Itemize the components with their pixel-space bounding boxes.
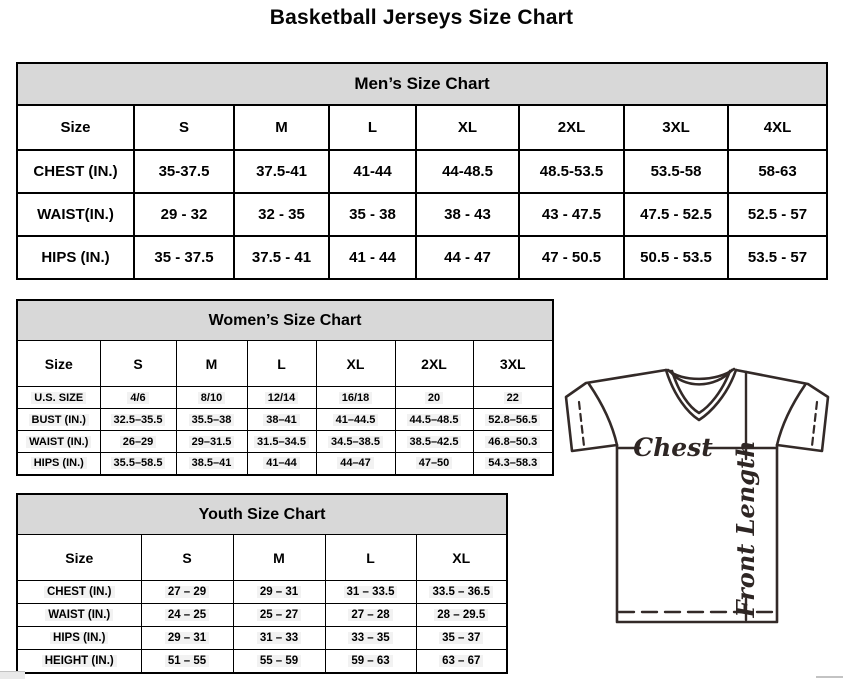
left-cuff-dashed-line: [579, 402, 584, 446]
column-header: L: [329, 105, 416, 150]
size-value-cell: 29 - 32: [134, 193, 234, 236]
size-value-cell: 24 – 25: [141, 604, 233, 627]
size-value-cell: 41–44: [247, 453, 316, 475]
table-row: [17, 581, 507, 604]
size-value-cell: 35 – 37: [416, 627, 507, 650]
table-row: [17, 193, 827, 236]
size-value-cell: 4/6: [100, 387, 176, 409]
scrollbar-fragment[interactable]: [816, 676, 843, 678]
size-value-cell: 35.5–58.5: [100, 453, 176, 475]
size-value-cell: 37.5-41: [234, 150, 329, 193]
table-row: [17, 387, 553, 409]
column-header: L: [247, 341, 316, 387]
table-row: [17, 150, 827, 193]
size-value-cell: 16/18: [316, 387, 395, 409]
column-header: XL: [416, 105, 519, 150]
size-value-cell: 31 – 33.5: [325, 581, 416, 604]
row-label: CHEST (IN.): [17, 150, 134, 193]
row-label: HIPS (IN.): [17, 627, 141, 650]
column-header: 3XL: [624, 105, 728, 150]
size-value-cell: 26–29: [100, 431, 176, 453]
front-length-label: Front Length: [731, 440, 760, 618]
size-value-cell: 25 – 27: [233, 604, 325, 627]
row-label: CHEST (IN.): [17, 581, 141, 604]
womens-table-body: [17, 387, 553, 475]
mens-title-row: [17, 63, 827, 105]
size-value-cell: 44-48.5: [416, 150, 519, 193]
table-row: [17, 431, 553, 453]
size-value-cell: 38 - 43: [416, 193, 519, 236]
row-label: HIPS (IN.): [17, 236, 134, 279]
column-header: 2XL: [519, 105, 624, 150]
size-value-cell: 35.5–38: [176, 409, 247, 431]
size-value-cell: 33.5 – 36.5: [416, 581, 507, 604]
row-label: HEIGHT (IN.): [17, 650, 141, 673]
womens-size-table: [16, 299, 554, 476]
size-value-cell: 41 - 44: [329, 236, 416, 279]
size-value-cell: 35 - 37.5: [134, 236, 234, 279]
size-value-cell: 32 - 35: [234, 193, 329, 236]
size-value-cell: 53.5-58: [624, 150, 728, 193]
size-value-cell: 12/14: [247, 387, 316, 409]
jersey-measurement-diagram: [556, 356, 843, 646]
size-value-cell: 27 – 29: [141, 581, 233, 604]
mens-table-body: [17, 150, 827, 279]
row-label: HIPS (IN.): [17, 453, 100, 475]
column-header: Size: [17, 341, 100, 387]
table-row: [17, 627, 507, 650]
column-header: S: [100, 341, 176, 387]
size-value-cell: 43 - 47.5: [519, 193, 624, 236]
size-value-cell: 41–44.5: [316, 409, 395, 431]
size-value-cell: 37.5 - 41: [234, 236, 329, 279]
size-value-cell: 31.5–34.5: [247, 431, 316, 453]
size-value-cell: 52.5 - 57: [728, 193, 827, 236]
column-header: M: [176, 341, 247, 387]
size-value-cell: 47–50: [395, 453, 473, 475]
column-header: L: [325, 535, 416, 581]
jersey-outline: [566, 370, 828, 622]
size-value-cell: 44.5–48.5: [395, 409, 473, 431]
size-value-cell: 63 – 67: [416, 650, 507, 673]
chest-label: Chest: [633, 433, 713, 462]
size-value-cell: 8/10: [176, 387, 247, 409]
horizontal-scrollbar-fragment[interactable]: [0, 671, 25, 679]
table-row: [17, 650, 507, 673]
womens-title-row: [17, 300, 553, 341]
column-header: 2XL: [395, 341, 473, 387]
table-row: [17, 236, 827, 279]
youth-header-row: [17, 535, 507, 581]
womens-table-title: Women’s Size Chart: [17, 300, 553, 341]
row-label: WAIST (IN.): [17, 604, 141, 627]
column-header: XL: [316, 341, 395, 387]
size-value-cell: 44–47: [316, 453, 395, 475]
column-header: M: [234, 105, 329, 150]
row-label: WAIST(IN.): [17, 193, 134, 236]
row-label: U.S. SIZE: [17, 387, 100, 409]
size-value-cell: 29 – 31: [141, 627, 233, 650]
size-value-cell: 29–31.5: [176, 431, 247, 453]
row-label: BUST (IN.): [17, 409, 100, 431]
youth-title-row: [17, 494, 507, 535]
table-row: [17, 453, 553, 475]
size-value-cell: 34.5–38.5: [316, 431, 395, 453]
size-value-cell: 35-37.5: [134, 150, 234, 193]
size-value-cell: 35 - 38: [329, 193, 416, 236]
size-value-cell: 38.5–42.5: [395, 431, 473, 453]
mens-header-row: [17, 105, 827, 150]
size-value-cell: 46.8–50.3: [473, 431, 553, 453]
size-value-cell: 58-63: [728, 150, 827, 193]
table-row: [17, 604, 507, 627]
mens-size-table: [16, 62, 828, 280]
size-value-cell: 47.5 - 52.5: [624, 193, 728, 236]
column-header: Size: [17, 105, 134, 150]
size-value-cell: 20: [395, 387, 473, 409]
size-value-cell: 54.3–58.3: [473, 453, 553, 475]
size-value-cell: 48.5-53.5: [519, 150, 624, 193]
size-value-cell: 32.5–35.5: [100, 409, 176, 431]
size-value-cell: 31 – 33: [233, 627, 325, 650]
column-header: S: [134, 105, 234, 150]
size-value-cell: 41-44: [329, 150, 416, 193]
page-title: Basketball Jerseys Size Chart: [269, 6, 574, 29]
column-header: S: [141, 535, 233, 581]
mens-table-title: Men’s Size Chart: [17, 63, 827, 105]
size-value-cell: 38.5–41: [176, 453, 247, 475]
size-value-cell: 52.8–56.5: [473, 409, 553, 431]
size-value-cell: 59 – 63: [325, 650, 416, 673]
column-header: XL: [416, 535, 507, 581]
size-value-cell: 33 – 35: [325, 627, 416, 650]
youth-table-body: [17, 581, 507, 673]
womens-header-row: [17, 341, 553, 387]
column-header: M: [233, 535, 325, 581]
size-value-cell: 51 – 55: [141, 650, 233, 673]
column-header: 3XL: [473, 341, 553, 387]
left-armhole-seam: [589, 384, 617, 445]
table-row: [17, 409, 553, 431]
jersey-diagram-svg: [556, 356, 843, 646]
youth-size-table: [16, 493, 508, 674]
row-label: WAIST (IN.): [17, 431, 100, 453]
right-armhole-seam: [777, 385, 805, 445]
size-value-cell: 44 - 47: [416, 236, 519, 279]
size-value-cell: 22: [473, 387, 553, 409]
size-value-cell: 47 - 50.5: [519, 236, 624, 279]
youth-table-title: Youth Size Chart: [17, 494, 507, 535]
size-value-cell: 50.5 - 53.5: [624, 236, 728, 279]
size-value-cell: 29 – 31: [233, 581, 325, 604]
column-header: 4XL: [728, 105, 827, 150]
column-header: Size: [17, 535, 141, 581]
size-value-cell: 53.5 - 57: [728, 236, 827, 279]
size-value-cell: 27 – 28: [325, 604, 416, 627]
size-value-cell: 55 – 59: [233, 650, 325, 673]
size-value-cell: 28 – 29.5: [416, 604, 507, 627]
size-value-cell: 38–41: [247, 409, 316, 431]
right-cuff-dashed-line: [812, 402, 817, 446]
